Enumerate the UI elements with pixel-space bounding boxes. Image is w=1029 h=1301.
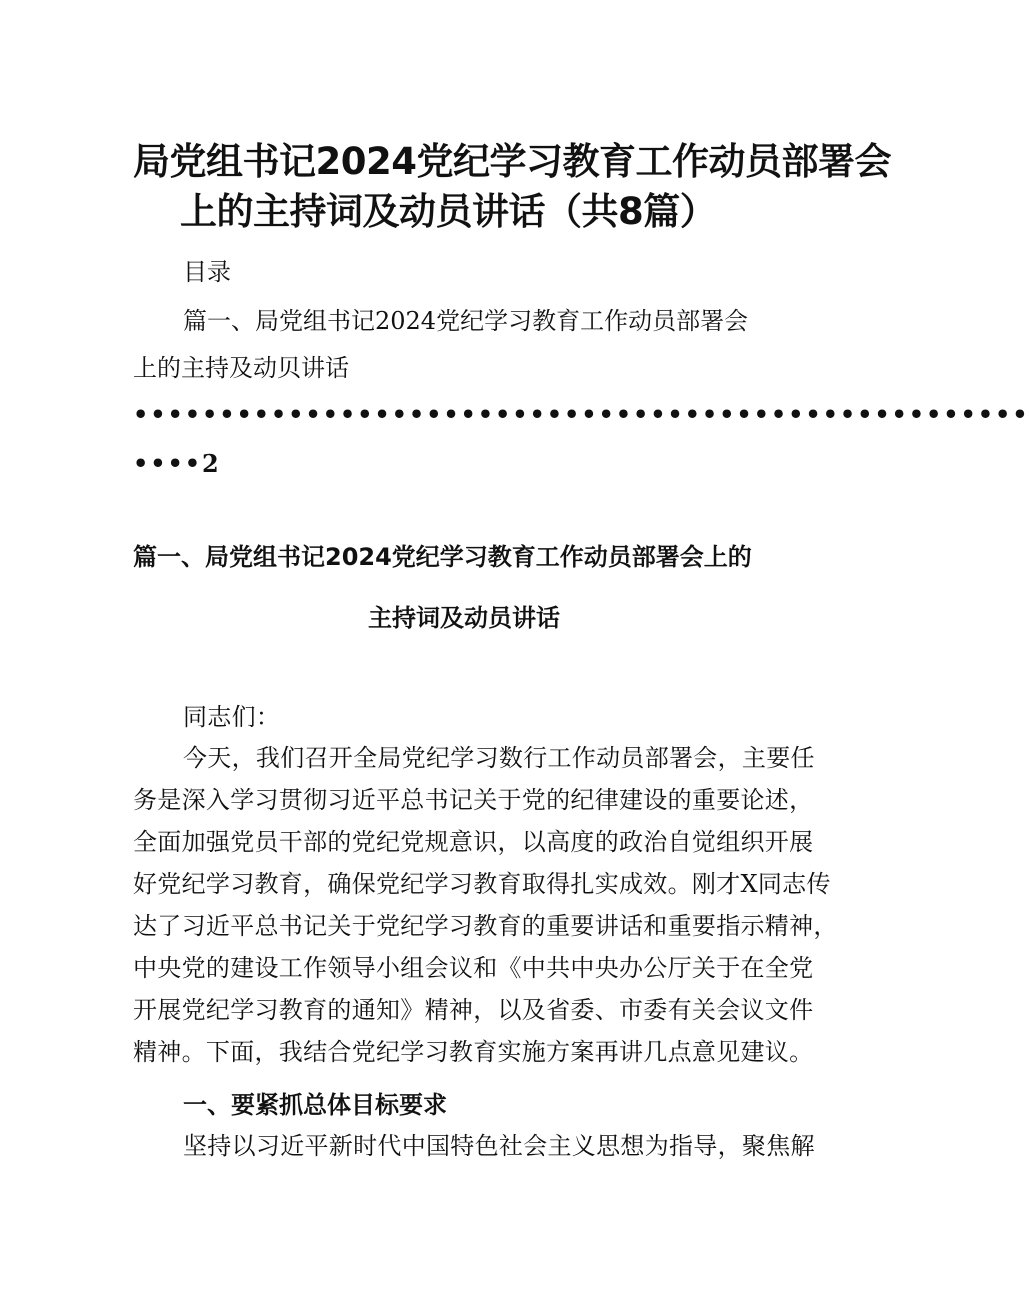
document-title-line-2: 上的主持词及动员讲话（共8篇） [180,190,717,233]
paragraph-1-line-2: 务是深入学习贯彻习近平总书记关于党的纪律建设的重要论述， [133,786,814,814]
paragraph-1-line-6: 中央党的建设工作领导小组会议和《中共中央办公厅关于在全党 [133,954,814,982]
toc-page-number: ••••2 [133,449,221,478]
paragraph-1-line-7: 开展党纪学习教育的通知》精神，以及省委、市委有关会议文件 [133,996,814,1024]
paragraph-1-line-3: 全面加强党员干部的党纪党规意识，以高度的政治自觉组织开展 [133,828,814,856]
subheading-1: 一、要紧抓总体目标要求 [183,1091,447,1119]
paragraph-1-line-5: 达了习近平总书记关于党纪学习教育的重要讲话和重要指示精神， [133,912,838,940]
salutation: 同志们： [183,703,281,731]
paragraph-2-line-1: 坚持以习近平新时代中国特色社会主义思想为指导，聚焦解 [183,1132,815,1160]
paragraph-1-line-8: 精神。下面，我结合党纪学习教育实施方案再讲几点意见建议。 [133,1038,814,1066]
toc-item-1-line-2[interactable]: 上的主持及动贝讲话 [133,354,349,382]
document-title-line-1: 局党组书记2024党纪学习教育工作动员部署会 [133,140,891,183]
toc-item-1-line-1[interactable]: 篇一、局党组书记2024党纪学习教育工作动员部署会 [183,307,749,335]
toc-heading: 目录 [183,258,231,286]
paragraph-1-line-4: 好党纪学习教育，确保党纪学习教育取得扎实成效。刚才X同志传 [133,870,831,898]
paragraph-1-line-1: 今天，我们召开全局党纪学习数行工作动员部署会，主要任 [183,744,815,772]
section-title-line-2: 主持词及动员讲话 [368,604,560,632]
toc-leader-dots: •••••••••••••••••••••••••••••••••••••••••••••••••••• [133,400,1029,429]
section-title-line-1: 篇一、局党组书记2024党纪学习教育工作动员部署会上的 [133,543,752,571]
